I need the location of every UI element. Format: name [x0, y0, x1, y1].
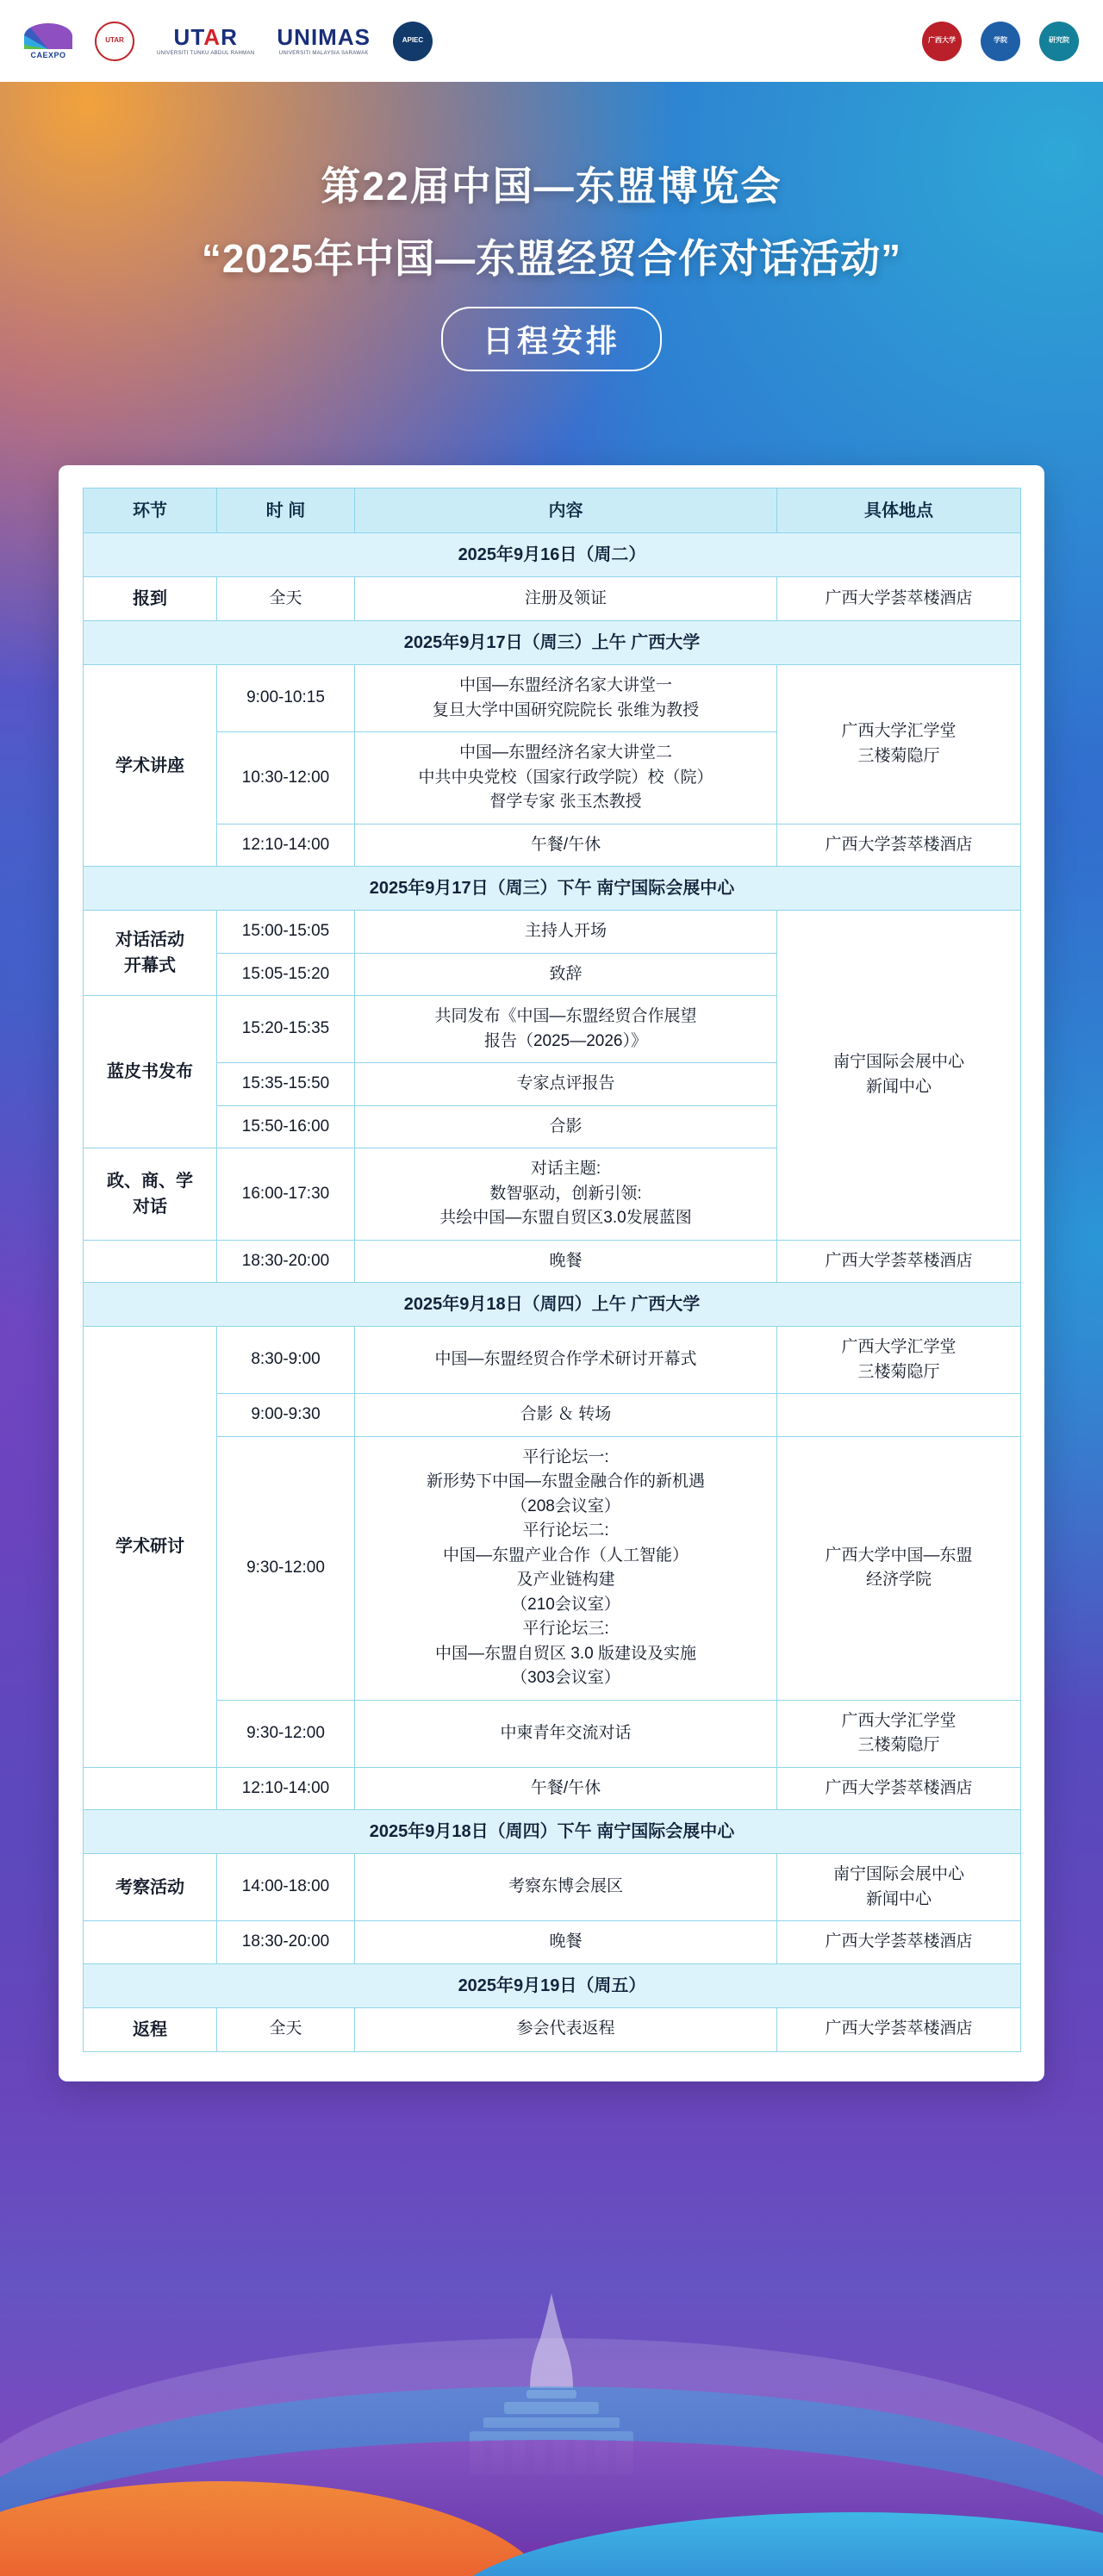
cell-time: 9:30-12:00 — [217, 1700, 355, 1767]
title-line-2: “2025年中国—东盟经贸合作对话活动” — [201, 236, 902, 281]
cell-stage-empty — [84, 1240, 217, 1283]
utar-wordmark-sub: UNIVERSITI TUNKU ABDUL RAHMAN — [157, 51, 255, 56]
cell-stage: 考察活动 — [84, 1854, 217, 1921]
cell-place: 南宁国际会展中心 新闻中心 — [777, 1854, 1021, 1921]
cell-time: 9:00-10:15 — [217, 665, 355, 732]
cell-stage: 对话活动 开幕式 — [84, 911, 217, 996]
bottom-glow — [0, 2094, 1103, 2576]
cell-stage: 学术讲座 — [84, 665, 217, 867]
cell-place: 广西大学荟萃楼酒店 — [777, 577, 1021, 621]
table-row — [84, 1436, 1021, 1700]
cell-time: 全天 — [217, 2007, 355, 2051]
table-row — [84, 911, 1021, 954]
logo-group-left — [24, 22, 433, 61]
cell-content: 晚餐 — [355, 1240, 777, 1283]
cell-place: 广西大学荟萃楼酒店 — [777, 1767, 1021, 1810]
wave-layer-2 — [0, 2386, 1103, 2542]
table-row — [84, 1854, 1021, 1921]
unimas-wordmark — [277, 26, 371, 56]
gxu-logo — [922, 22, 962, 61]
wave-layer-4 — [0, 2481, 552, 2576]
cell-time: 14:00-18:00 — [217, 1854, 355, 1921]
cell-place: 广西大学荟萃楼酒店 — [777, 1240, 1021, 1283]
title-line-1: 第22届中国—东盟博览会 — [321, 164, 782, 208]
unimas-wordmark-text: UNIMAS — [277, 24, 371, 50]
cell-content: 中国—东盟经济名家大讲堂一 复旦大学中国研究院院长 张维为教授 — [355, 665, 777, 732]
section-date-label: 2025年9月17日（周三）上午 广西大学 — [84, 621, 1021, 665]
caexpo-logo-label: CAEXPO — [30, 50, 66, 59]
cell-content: 致辞 — [355, 953, 777, 996]
cell-content: 共同发布《中国—东盟经贸合作展望 报告（2025—2026）》 — [355, 996, 777, 1063]
utar-seal-label: UTAR — [105, 36, 124, 45]
gxu-logo-label: 广西大学 — [928, 36, 956, 45]
unimas-wordmark-sub: UNIVERSITI MALAYSIA SARAWAK — [278, 51, 369, 56]
cell-content: 午餐/午休 — [355, 1767, 777, 1810]
schedule-section-row — [84, 1283, 1021, 1327]
cell-content: 专家点评报告 — [355, 1063, 777, 1106]
cell-stage: 政、商、学 对话 — [84, 1148, 217, 1241]
table-row — [84, 577, 1021, 621]
cell-content: 合影 — [355, 1105, 777, 1148]
apiec-logo-label: APIEC — [402, 36, 424, 45]
column-header-time: 时 间 — [217, 488, 355, 533]
cell-time: 15:00-15:05 — [217, 911, 355, 954]
cell-content: 主持人开场 — [355, 911, 777, 954]
cell-place: 广西大学汇学堂 三楼菊隐厅 — [777, 665, 1021, 824]
cell-time: 18:30-20:00 — [217, 1240, 355, 1283]
cell-place: 广西大学汇学堂 三楼菊隐厅 — [777, 1327, 1021, 1394]
cell-content: 注册及领证 — [355, 577, 777, 621]
schedule-table — [83, 488, 1021, 2052]
section-date-label: 2025年9月18日（周四）下午 南宁国际会展中心 — [84, 1810, 1021, 1854]
cell-stage: 返程 — [84, 2007, 217, 2051]
cell-time: 9:30-12:00 — [217, 1436, 355, 1700]
cell-place-empty — [777, 1394, 1021, 1437]
cell-content: 平行论坛一: 新形势下中国—东盟金融合作的新机遇 （208会议室） 平行论坛二: 中国—东盟产业合作（人工智能） 及产业链构建 （210会议室） 平行论坛三: 中国—东盟自贸区 3.0 版建设及实施 （303会议室） — [355, 1436, 777, 1700]
cell-stage-empty — [84, 1767, 217, 1810]
schedule-section-row — [84, 1963, 1021, 2007]
cell-time: 9:00-9:30 — [217, 1394, 355, 1437]
column-header-stage: 环节 — [84, 488, 217, 533]
table-row — [84, 1767, 1021, 1810]
title-pill-badge: 日程安排 — [441, 307, 662, 371]
table-row — [84, 2007, 1021, 2051]
cell-place: 广西大学荟萃楼酒店 — [777, 2007, 1021, 2051]
cell-stage: 蓝皮书发布 — [84, 996, 217, 1148]
cell-place: 广西大学中国—东盟 经济学院 — [777, 1436, 1021, 1700]
apiec-logo — [393, 22, 433, 61]
table-row — [84, 665, 1021, 732]
cell-place: 南宁国际会展中心 新闻中心 — [777, 911, 1021, 1241]
poster-title-block — [0, 155, 1103, 371]
partner-logo-3-label: 研究院 — [1049, 36, 1069, 45]
partner-logo-3 — [1039, 22, 1079, 61]
cell-stage: 学术研讨 — [84, 1327, 217, 1768]
cell-time: 全天 — [217, 577, 355, 621]
schedule-section-row — [84, 867, 1021, 911]
section-date-label: 2025年9月19日（周五） — [84, 1963, 1021, 2007]
cell-content: 晚餐 — [355, 1921, 777, 1964]
nanning-landmark-icon — [444, 2293, 659, 2474]
cell-place: 广西大学汇学堂 三楼菊隐厅 — [777, 1700, 1021, 1767]
schedule-section-row — [84, 533, 1021, 577]
cell-time: 15:50-16:00 — [217, 1105, 355, 1148]
column-header-content: 内容 — [355, 488, 777, 533]
partner-logo-2-label: 学院 — [994, 36, 1007, 45]
cell-stage: 报到 — [84, 577, 217, 621]
cell-place: 广西大学荟萃楼酒店 — [777, 824, 1021, 867]
bottom-decoration — [0, 2094, 1103, 2576]
cell-content: 参会代表返程 — [355, 2007, 777, 2051]
column-header-place: 具体地点 — [777, 488, 1021, 533]
cell-stage-empty — [84, 1921, 217, 1964]
cell-place: 广西大学荟萃楼酒店 — [777, 1921, 1021, 1964]
schedule-section-row — [84, 621, 1021, 665]
cell-time: 16:00-17:30 — [217, 1148, 355, 1241]
table-row — [84, 1700, 1021, 1767]
wave-layer-1 — [0, 2338, 1103, 2519]
logo-bar — [0, 0, 1103, 82]
cell-content: 中柬青年交流对话 — [355, 1700, 777, 1767]
cell-time: 10:30-12:00 — [217, 732, 355, 824]
cell-content: 考察东博会展区 — [355, 1854, 777, 1921]
utar-wordmark-text: UTAR — [173, 24, 238, 50]
cell-content: 合影 ＆ 转场 — [355, 1394, 777, 1437]
cell-time: 15:05-15:20 — [217, 953, 355, 996]
cell-content: 午餐/午休 — [355, 824, 777, 867]
table-row — [84, 1327, 1021, 1394]
section-date-label: 2025年9月18日（周四）上午 广西大学 — [84, 1283, 1021, 1327]
schedule-card — [59, 465, 1044, 2081]
cell-time: 8:30-9:00 — [217, 1327, 355, 1394]
cell-time: 12:10-14:00 — [217, 824, 355, 867]
schedule-section-row — [84, 1810, 1021, 1854]
cell-time: 12:10-14:00 — [217, 1767, 355, 1810]
table-row — [84, 1240, 1021, 1283]
section-date-label: 2025年9月16日（周二） — [84, 533, 1021, 577]
section-date-label: 2025年9月17日（周三）下午 南宁国际会展中心 — [84, 867, 1021, 911]
cell-content: 对话主题: 数智驱动，创新引领: 共绘中国—东盟自贸区3.0发展蓝图 — [355, 1148, 777, 1241]
utar-seal-icon — [95, 22, 134, 61]
caexpo-fan-icon — [24, 23, 72, 49]
table-header-row — [84, 488, 1021, 533]
cell-content: 中国—东盟经济名家大讲堂二 中共中央党校（国家行政学院）校（院） 督学专家 张玉杰教授 — [355, 732, 777, 824]
schedule-table-body — [84, 533, 1021, 2052]
table-row — [84, 824, 1021, 867]
partner-logo-2 — [981, 22, 1020, 61]
cell-content: 中国—东盟经贸合作学术研讨开幕式 — [355, 1327, 777, 1394]
table-row — [84, 1921, 1021, 1964]
logo-group-right — [922, 22, 1079, 61]
cell-time: 18:30-20:00 — [217, 1921, 355, 1964]
table-row — [84, 1394, 1021, 1437]
wave-layer-3 — [0, 2440, 1103, 2569]
schedule-table-head — [84, 488, 1021, 533]
utar-wordmark — [157, 26, 254, 56]
caexpo-logo — [24, 23, 72, 59]
wave-layer-5 — [441, 2512, 1103, 2576]
cell-time: 15:35-15:50 — [217, 1063, 355, 1106]
cell-time: 15:20-15:35 — [217, 996, 355, 1063]
